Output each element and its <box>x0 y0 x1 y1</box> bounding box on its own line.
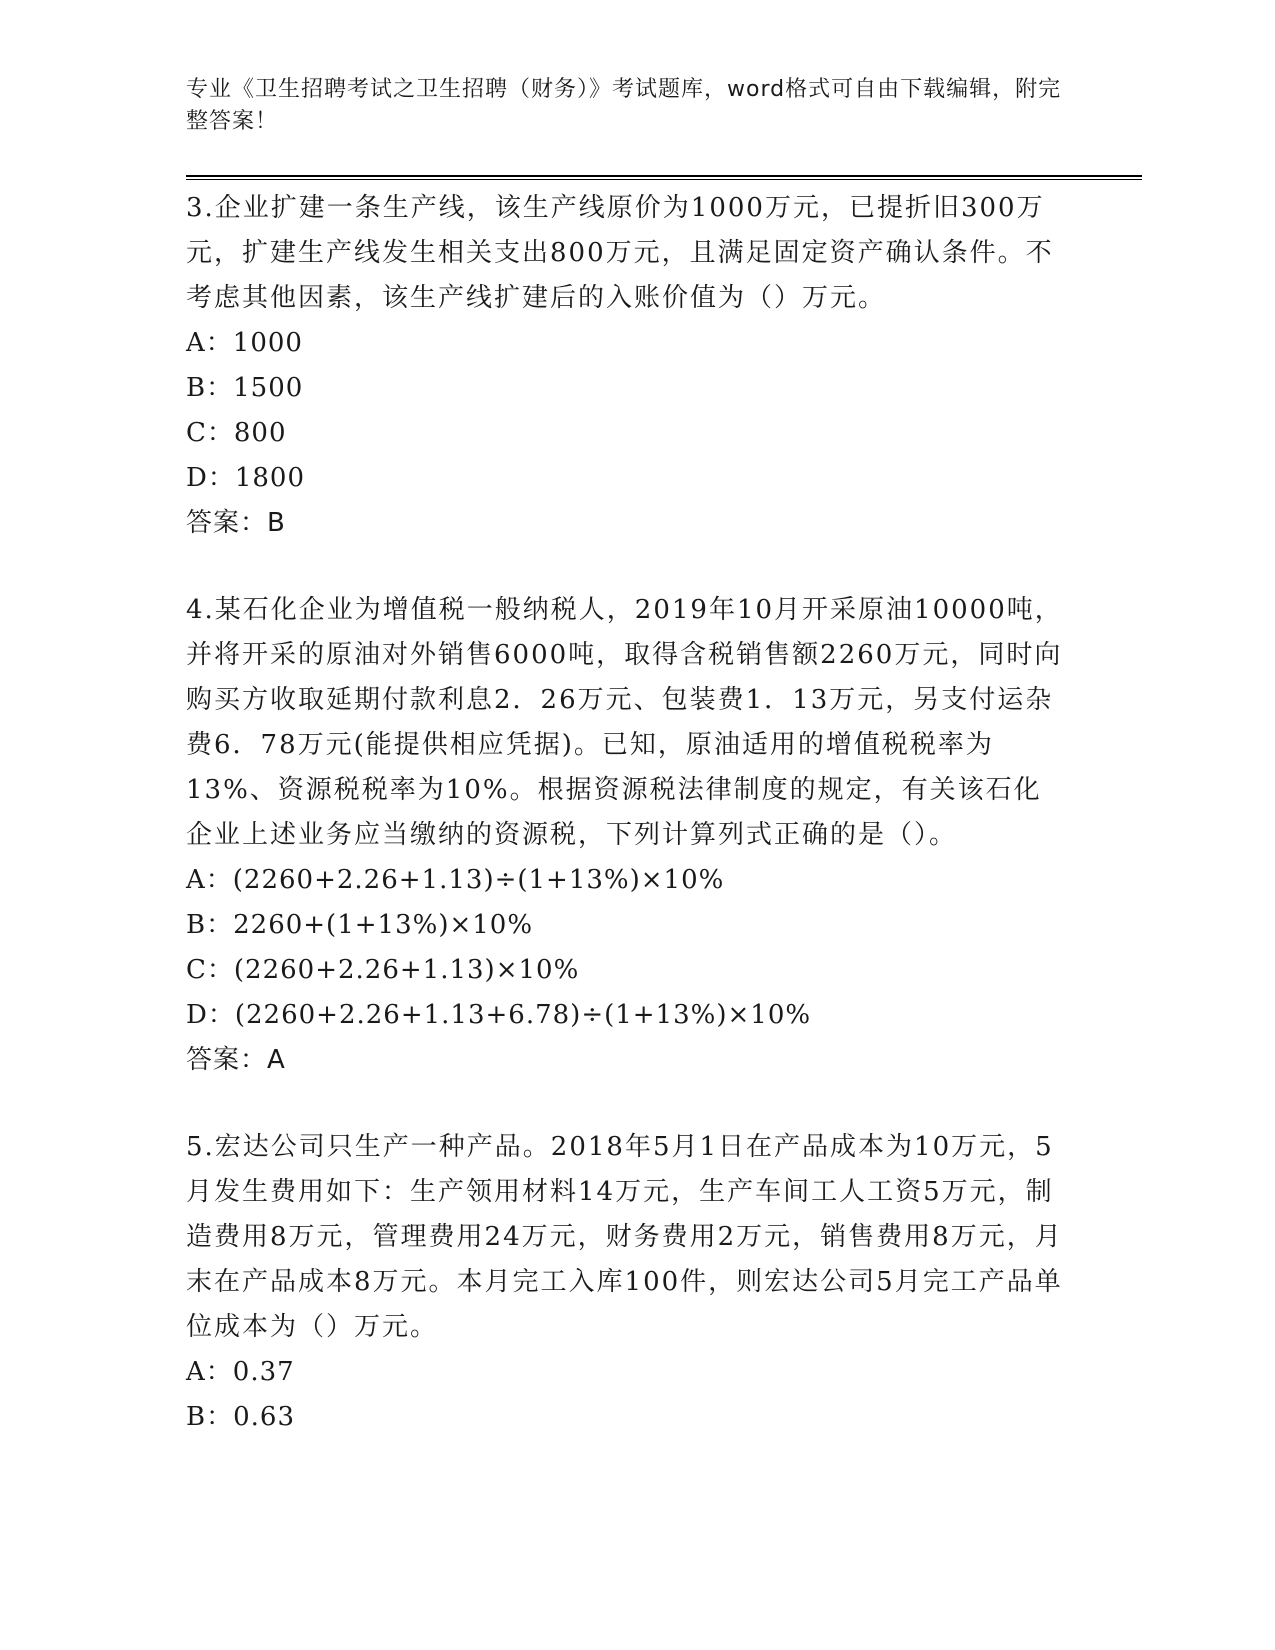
question-list <box>186 186 1066 1482</box>
option-b: B：1500 <box>186 373 304 403</box>
option-d: D：(2260+2.26+1.13+6.78)÷(1+13%)×10% <box>186 1000 812 1030</box>
option-a: A：0.37 <box>186 1357 295 1387</box>
option-b: B：2260+(1+13%)×10% <box>186 910 534 940</box>
header-divider <box>186 175 1142 180</box>
question-text: 3.企业扩建一条生产线，该生产线原价为1000万元，已提折旧300万元，扩建生产线发生相关支出800万元，且满足固定资产确认条件。不考虑其他因素，该生产线扩建后的入账价值为（）万元。 <box>186 193 1054 313</box>
question-5 <box>186 1125 1066 1440</box>
option-c: C：800 <box>186 418 287 448</box>
page-header: 专业《卫生招聘考试之卫生招聘（财务）》考试题库，word格式可自由下载编辑，附完整答案！ <box>186 77 1062 134</box>
answer: 答案：A <box>186 1045 286 1075</box>
option-d: D：1800 <box>186 463 306 493</box>
question-3 <box>186 186 1066 546</box>
option-b: B：0.63 <box>186 1402 295 1432</box>
option-c: C：(2260+2.26+1.13)×10% <box>186 955 580 985</box>
option-a: A：1000 <box>186 328 303 358</box>
question-4 <box>186 588 1066 1083</box>
question-text: 5.宏达公司只生产一种产品。2018年5月1日在产品成本为10万元，5月发生费用如下：生产领用材料14万元，生产车间工人工资5万元，制造费用8万元，管理费用24万元，财务费用2万元，销售费用8万元，月末在产品成本8万元。本月完工入库100件，则宏达公司5月完工产品单位成本为（）万元。 <box>186 1132 1063 1342</box>
option-a: A：(2260+2.26+1.13)÷(1+13%)×10% <box>186 865 725 895</box>
answer: 答案：B <box>186 508 286 538</box>
question-text: 4.某石化企业为增值税一般纳税人，2019年10月开采原油10000吨，并将开采的原油对外销售6000吨，取得含税销售额2260万元，同时向购买方收取延期付款利息2．26万元、包装费1．13万元，另支付运杂费6．78万元(能提供相应凭据)。已知，原油适用的增值税税率为13%、资源税税率为10%。根据资源税法律制度的规定，有关该石化企业上述业务应当缴纳的资源税，下列计算列式正确的是（）。 <box>186 595 1063 850</box>
